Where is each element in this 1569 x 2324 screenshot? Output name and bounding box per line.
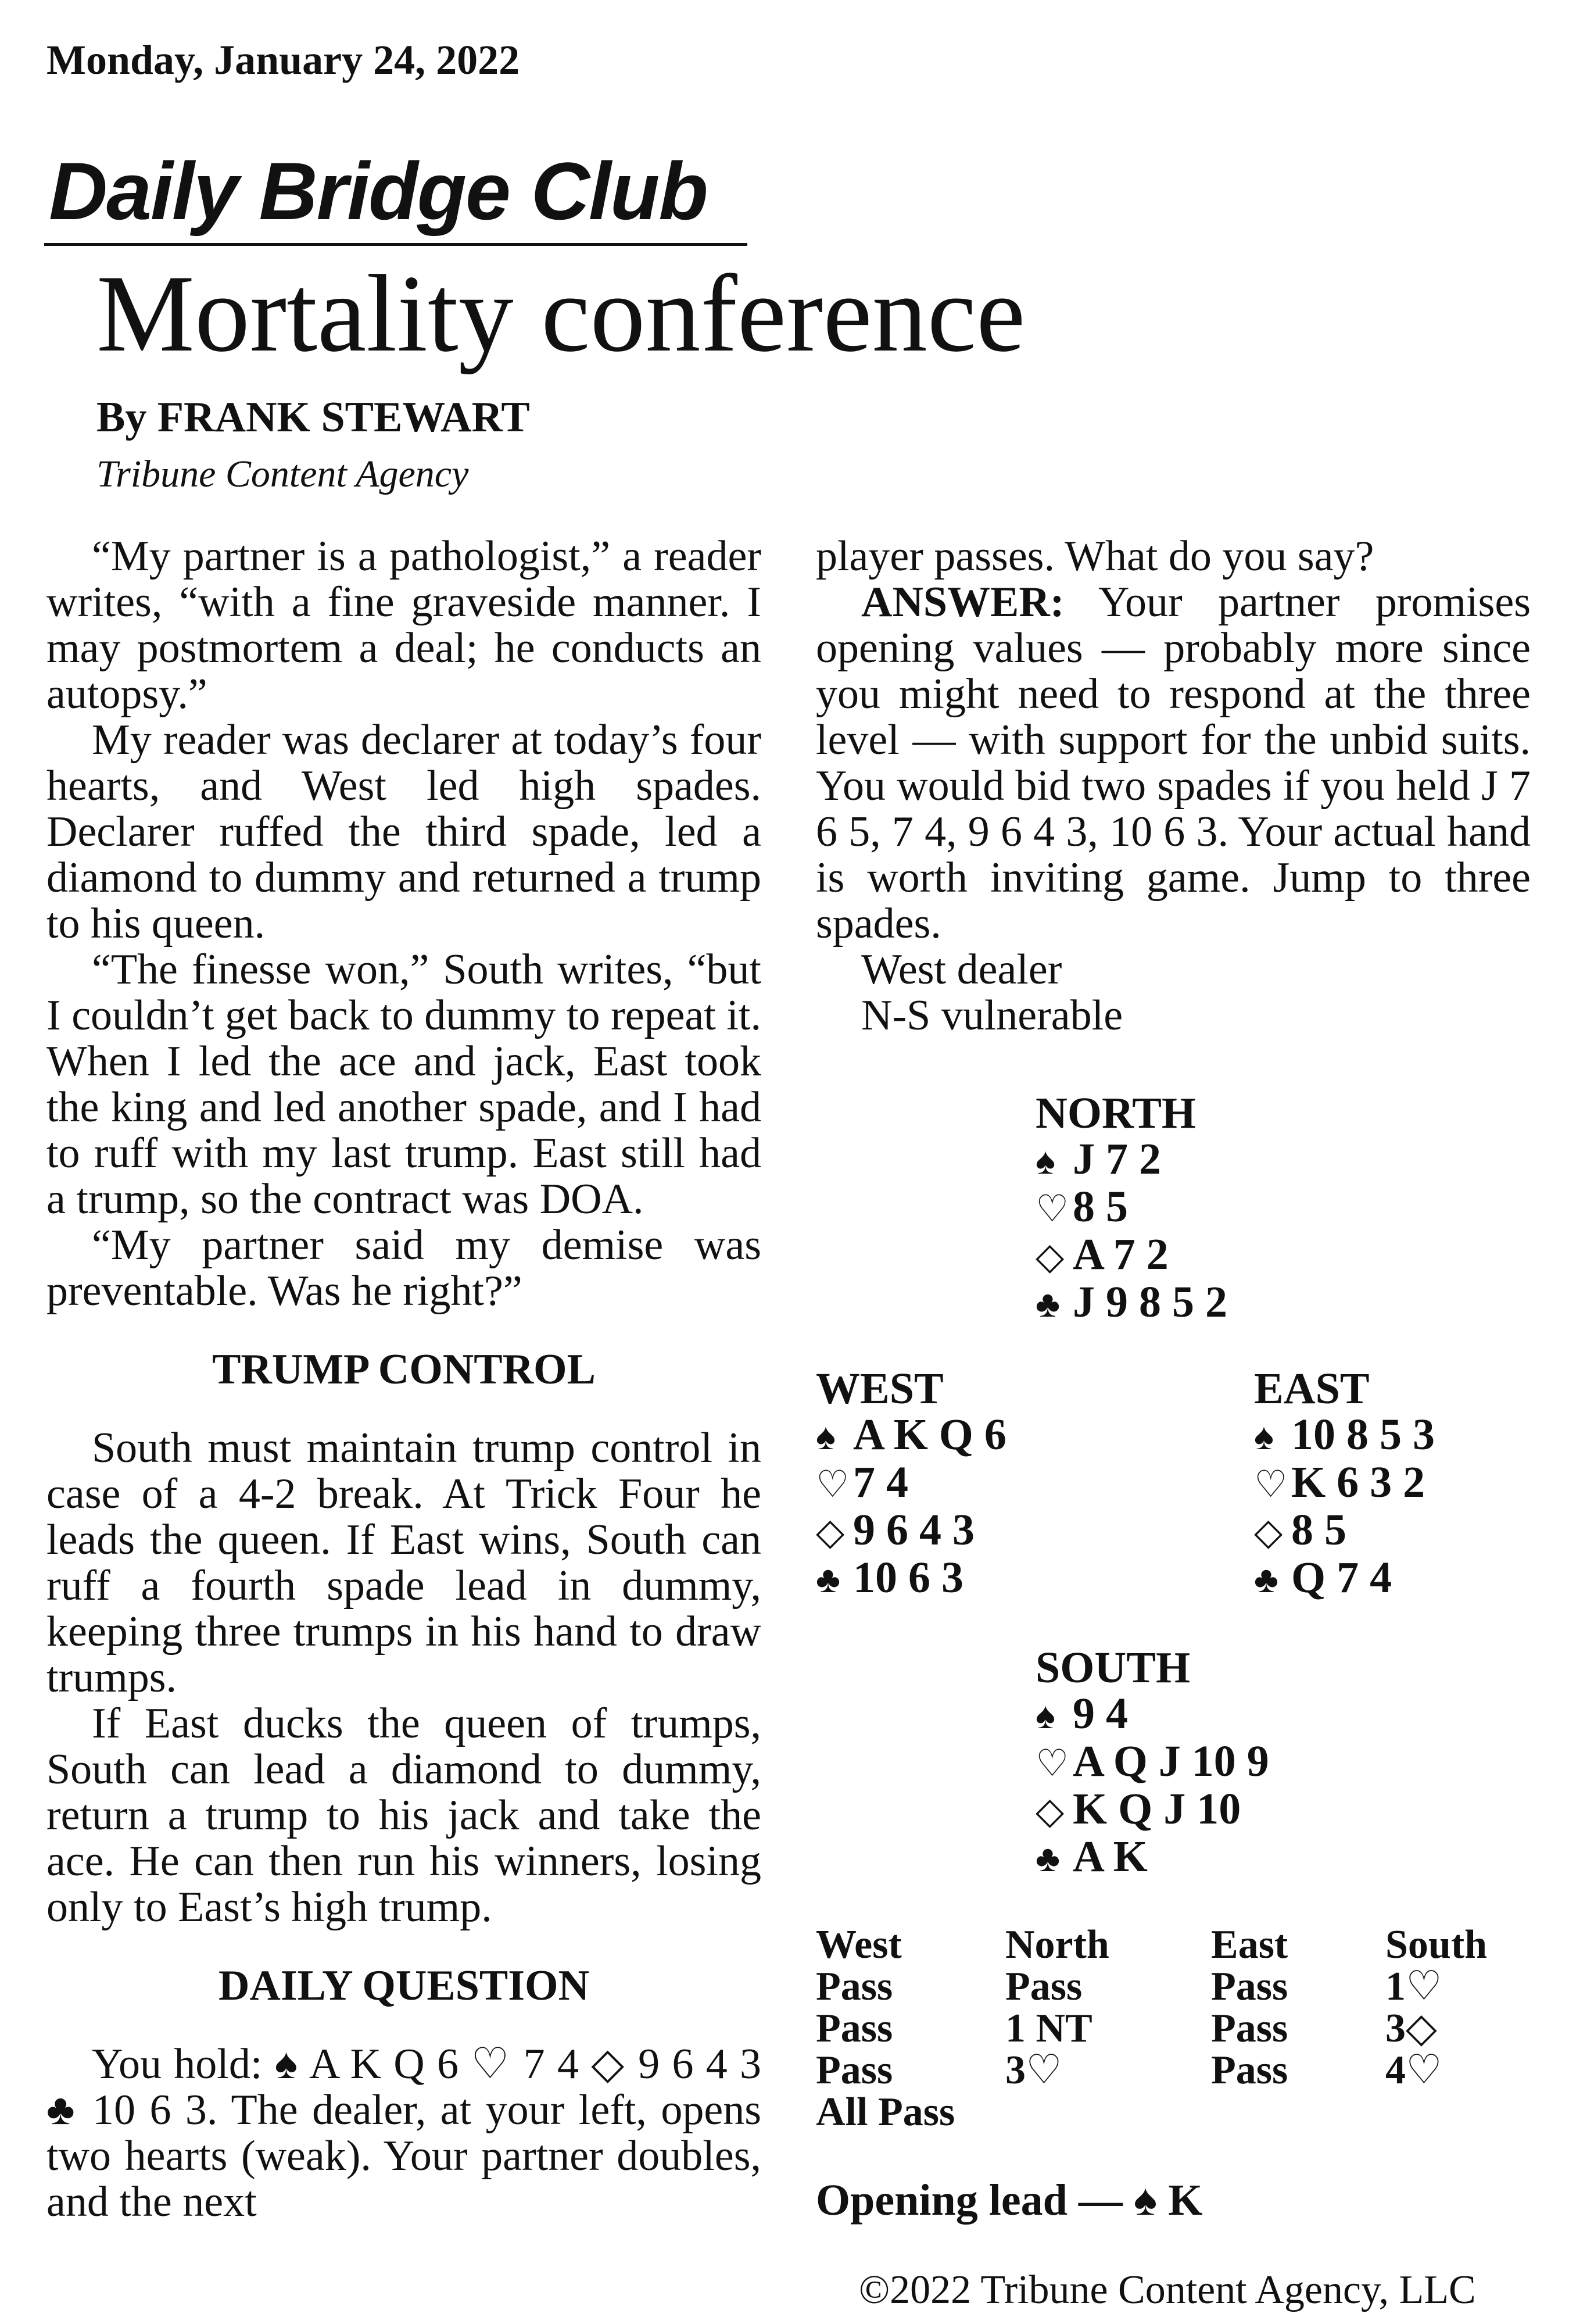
diamonds-holding: 9 6 4 3 (853, 1506, 975, 1554)
spade-icon: ♠ (1036, 1140, 1055, 1182)
bidding-header: South (1385, 1922, 1488, 1967)
masthead-title: Daily Bridge Club (49, 145, 707, 237)
club-icon: ♣ (1254, 1559, 1278, 1600)
hand-label: EAST (1254, 1364, 1370, 1413)
spade-icon: ♠ (1036, 1695, 1055, 1736)
clubs-holding: Q 7 4 (1291, 1553, 1392, 1602)
paragraph: “My partner is a pathologist,” a reader writes, “with a fine graveside manner. I may postmortem a deal; he conducts an autopsy.” (46, 532, 761, 718)
club-icon: ♣ (816, 1559, 840, 1600)
vulnerability-line: N-S vulnerable (861, 992, 1123, 1039)
opening-lead: Opening lead — ♠ K (816, 2176, 1203, 2225)
spades-holding: A K Q 6 (853, 1410, 1006, 1459)
bid: Pass (1211, 2006, 1288, 2051)
bid: Pass (1211, 2048, 1288, 2093)
answer-label: ANSWER: (861, 578, 1065, 626)
heart-icon: ♡ (816, 1464, 850, 1505)
diamond-icon: ◇ (1036, 1236, 1065, 1277)
spades-holding: 9 4 (1073, 1689, 1128, 1738)
hand-label: WEST (816, 1364, 944, 1413)
byline: By FRANK STEWART (96, 394, 530, 441)
hearts-holding: K 6 3 2 (1291, 1458, 1425, 1507)
hand-label: SOUTH (1036, 1643, 1191, 1692)
hearts-holding: 7 4 (853, 1458, 908, 1507)
copyright-notice: ©2022 Tribune Content Agency, LLC (859, 2268, 1476, 2312)
publication-date: Monday, January 24, 2022 (46, 37, 520, 83)
bid: 3♡ (1005, 2048, 1062, 2093)
paragraph: “My partner said my demise was preventable. Was he right?” (46, 1221, 761, 1315)
heart-icon: ♡ (1036, 1743, 1069, 1784)
heart-icon: ♡ (1254, 1464, 1288, 1505)
bidding-header: North (1005, 1922, 1109, 1967)
clubs-holding: A K (1073, 1832, 1148, 1881)
bid: Pass (816, 2048, 893, 2093)
club-icon: ♣ (1036, 1838, 1060, 1879)
bid: Pass (1211, 1964, 1288, 2009)
clubs-holding: J 9 8 5 2 (1073, 1278, 1227, 1327)
headline: Mortality conference (96, 253, 1026, 375)
paragraph: If East ducks the queen of trumps, South can lead a diamond to dummy, return a trump to his jack and take the ace. He can then run his winners, losing only to East’s high trump. (46, 1700, 761, 1931)
clubs-holding: 10 6 3 (853, 1553, 963, 1602)
diamond-icon: ◇ (1036, 1790, 1065, 1832)
club-icon: ♣ (1036, 1283, 1060, 1325)
south-hand (1036, 1645, 1269, 1882)
bid: 4♡ (1385, 2048, 1442, 2093)
spades-holding: J 7 2 (1073, 1135, 1161, 1184)
hearts-holding: A Q J 10 9 (1073, 1737, 1269, 1786)
paragraph: South must maintain trump control in case of a 4-2 break. At Trick Four he leads the queen. If East wins, South can ruff a fourth spade lead in dummy, keeping three trumps in his hand to draw trumps. (46, 1424, 761, 1701)
diamond-icon: ◇ (816, 1511, 845, 1553)
section-heading-trump-control: TRUMP CONTROL (212, 1346, 596, 1393)
bid: All Pass (816, 2090, 955, 2134)
paragraph: You hold: ♠ A K Q 6 ♡ 7 4 ◇ 9 6 4 3 ♣ 10 6 3. The dealer, at your left, opens two hearts (weak). Your partner doubles, and the next (46, 2040, 761, 2226)
paragraph: My reader was declarer at today’s four hearts, and West led high spades. Declarer ruffed the third spade, led a diamond to dummy and returned a trump to his queen. (46, 716, 761, 948)
section-heading-daily-question: DAILY QUESTION (218, 1962, 590, 2010)
dealer-line: West dealer (861, 946, 1062, 993)
bid: Pass (1005, 1964, 1083, 2009)
masthead-rule (44, 243, 747, 246)
bid: 1 NT (1005, 2006, 1092, 2051)
bid: Pass (816, 1964, 893, 2009)
diamonds-holding: K Q J 10 (1073, 1785, 1241, 1833)
paragraph: player passes. What do you say? (816, 532, 1374, 580)
hand-label: NORTH (1036, 1089, 1197, 1138)
spade-icon: ♠ (1254, 1416, 1274, 1457)
east-hand (1254, 1366, 1435, 1603)
paragraph: “The finesse won,” South writes, “but I couldn’t get back to dummy to repeat it. When I led the ace and jack, East took the king and led another spade, and I had to ruff with my last trump. East still had a trump, so the contract was DOA. (46, 946, 761, 1223)
agency-credit: Tribune Content Agency (96, 453, 469, 495)
article-column-1 (46, 534, 761, 2225)
answer-paragraph (816, 580, 1531, 947)
hearts-holding: 8 5 (1073, 1182, 1128, 1231)
diamonds-holding: A 7 2 (1073, 1230, 1169, 1279)
diamond-icon: ◇ (1254, 1511, 1283, 1553)
bidding-header: West (816, 1922, 902, 1967)
west-hand (816, 1366, 1006, 1603)
answer-text: Your partner promises opening values — probably more since you might need to respond at the three level — with support for the unbid suits. You would bid two spades if you held J 7 6 5, 7 4, 9 6 4 3, 10 6 3. Your actual hand is worth inviting game. Jump to three spades. (816, 578, 1531, 948)
spade-icon: ♠ (816, 1416, 836, 1457)
north-hand (1036, 1091, 1227, 1327)
diamonds-holding: 8 5 (1291, 1506, 1346, 1554)
bid: 3◇ (1385, 2006, 1437, 2051)
heart-icon: ♡ (1036, 1188, 1069, 1229)
bid: Pass (816, 2006, 893, 2051)
article-column-2 (816, 534, 1531, 1039)
spades-holding: 10 8 5 3 (1291, 1410, 1435, 1459)
bid: 1♡ (1385, 1964, 1442, 2009)
bidding-header: East (1211, 1922, 1288, 1967)
